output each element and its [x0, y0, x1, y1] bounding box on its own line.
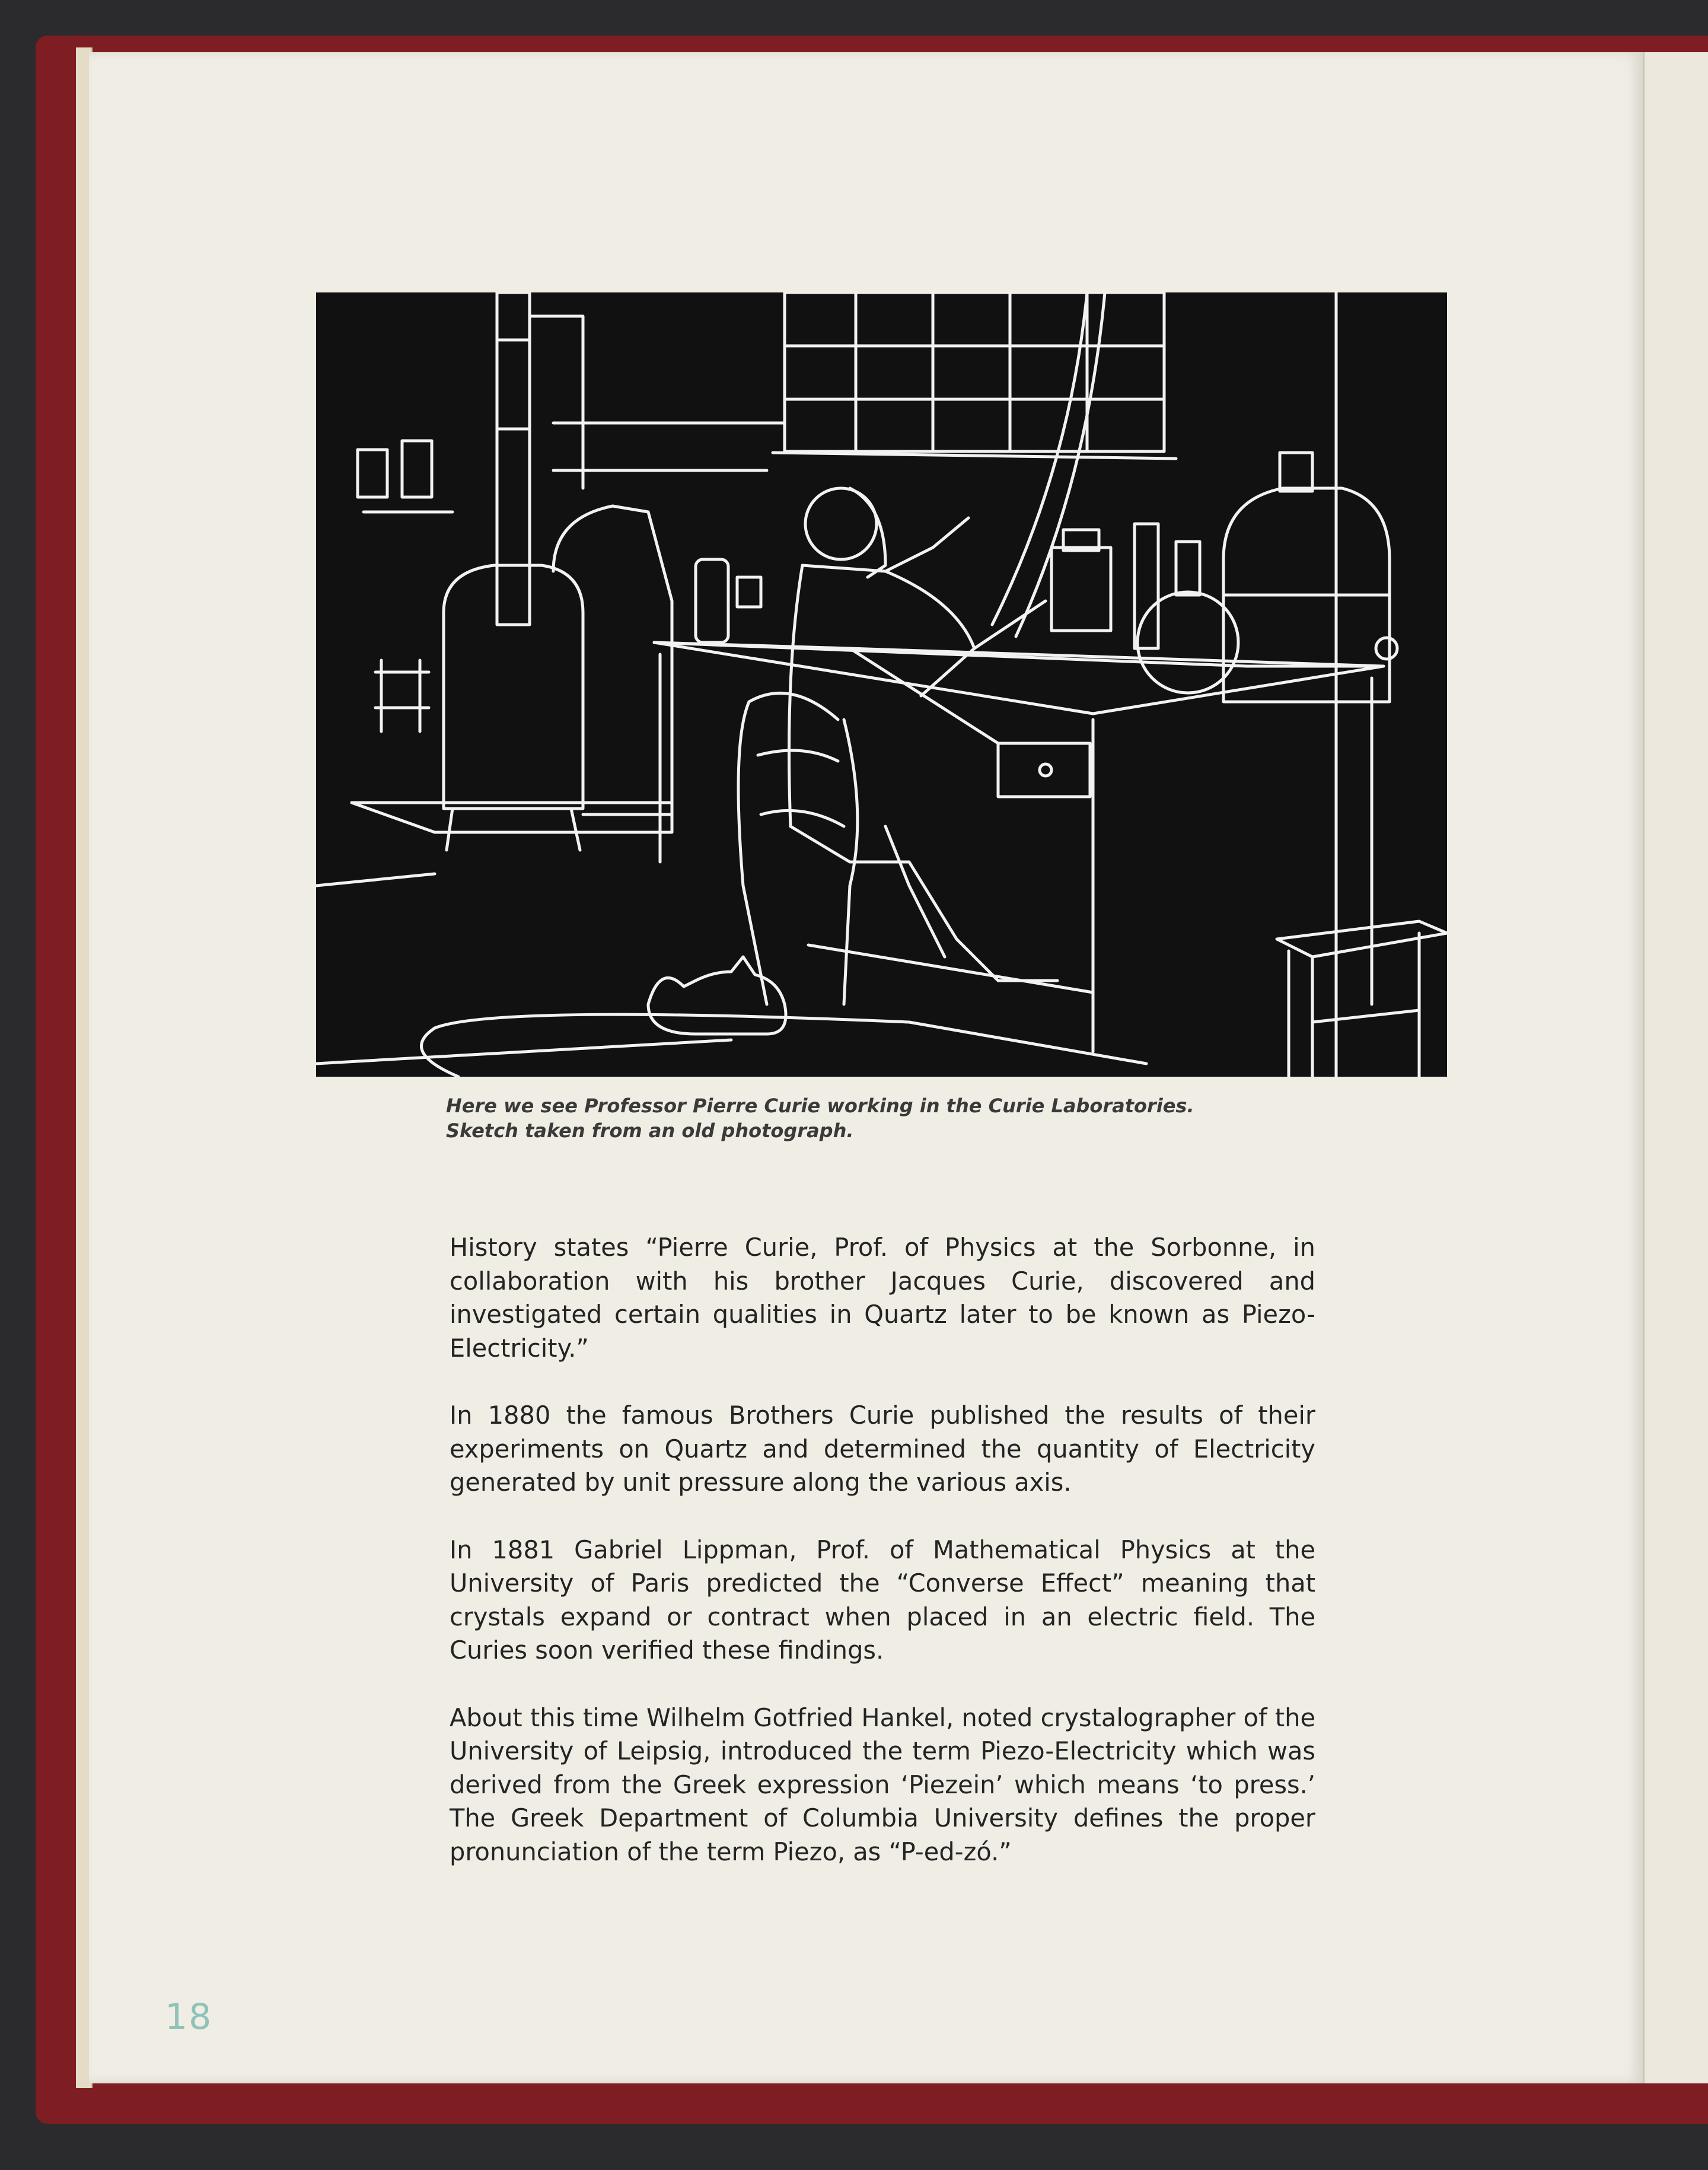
body-text — [450, 1231, 1315, 1902]
paragraph: History states “Pierre Curie, Prof. of Physics at the Sorbonne, in collaboration with his brother Jacques Curie, discovered and investigated certain qualities in Quartz later to be known as Piezo-Electricity.” — [450, 1233, 1315, 1363]
lab-sketch-illustration — [316, 292, 1447, 1077]
paragraph: In 1880 the famous Brothers Curie published the results of their experiments on Quartz and determined the quantity of Electricity generated by unit pressure along the various axis. — [450, 1401, 1315, 1497]
figure-caption — [446, 1093, 1395, 1143]
paragraph: In 1881 Gabriel Lippman, Prof. of Mathematical Physics at the University of Paris predicted the “Converse Effect” meaning that crystals expand or contract when placed in an electric field. The Curies soon verified these findings. — [450, 1535, 1315, 1665]
caption-line: Here we see Professor Pierre Curie working in the Curie Laboratories. — [446, 1094, 1194, 1117]
paragraph: About this time Wilhelm Gotfried Hankel, noted crystalographer of the University of Leipsig, introduced the term Piezo-Electricity which was derived from the Greek expression ‘Piezein’ which means ‘to press.’ The Greek Department of Columbia University defines the proper pronunciation of the term Piezo, as “P-ed-zó.” — [450, 1703, 1315, 1866]
facing-page-edge — [1643, 52, 1708, 2083]
page-number: 18 — [165, 1996, 213, 2038]
caption-line: Sketch taken from an old photograph. — [446, 1119, 854, 1142]
